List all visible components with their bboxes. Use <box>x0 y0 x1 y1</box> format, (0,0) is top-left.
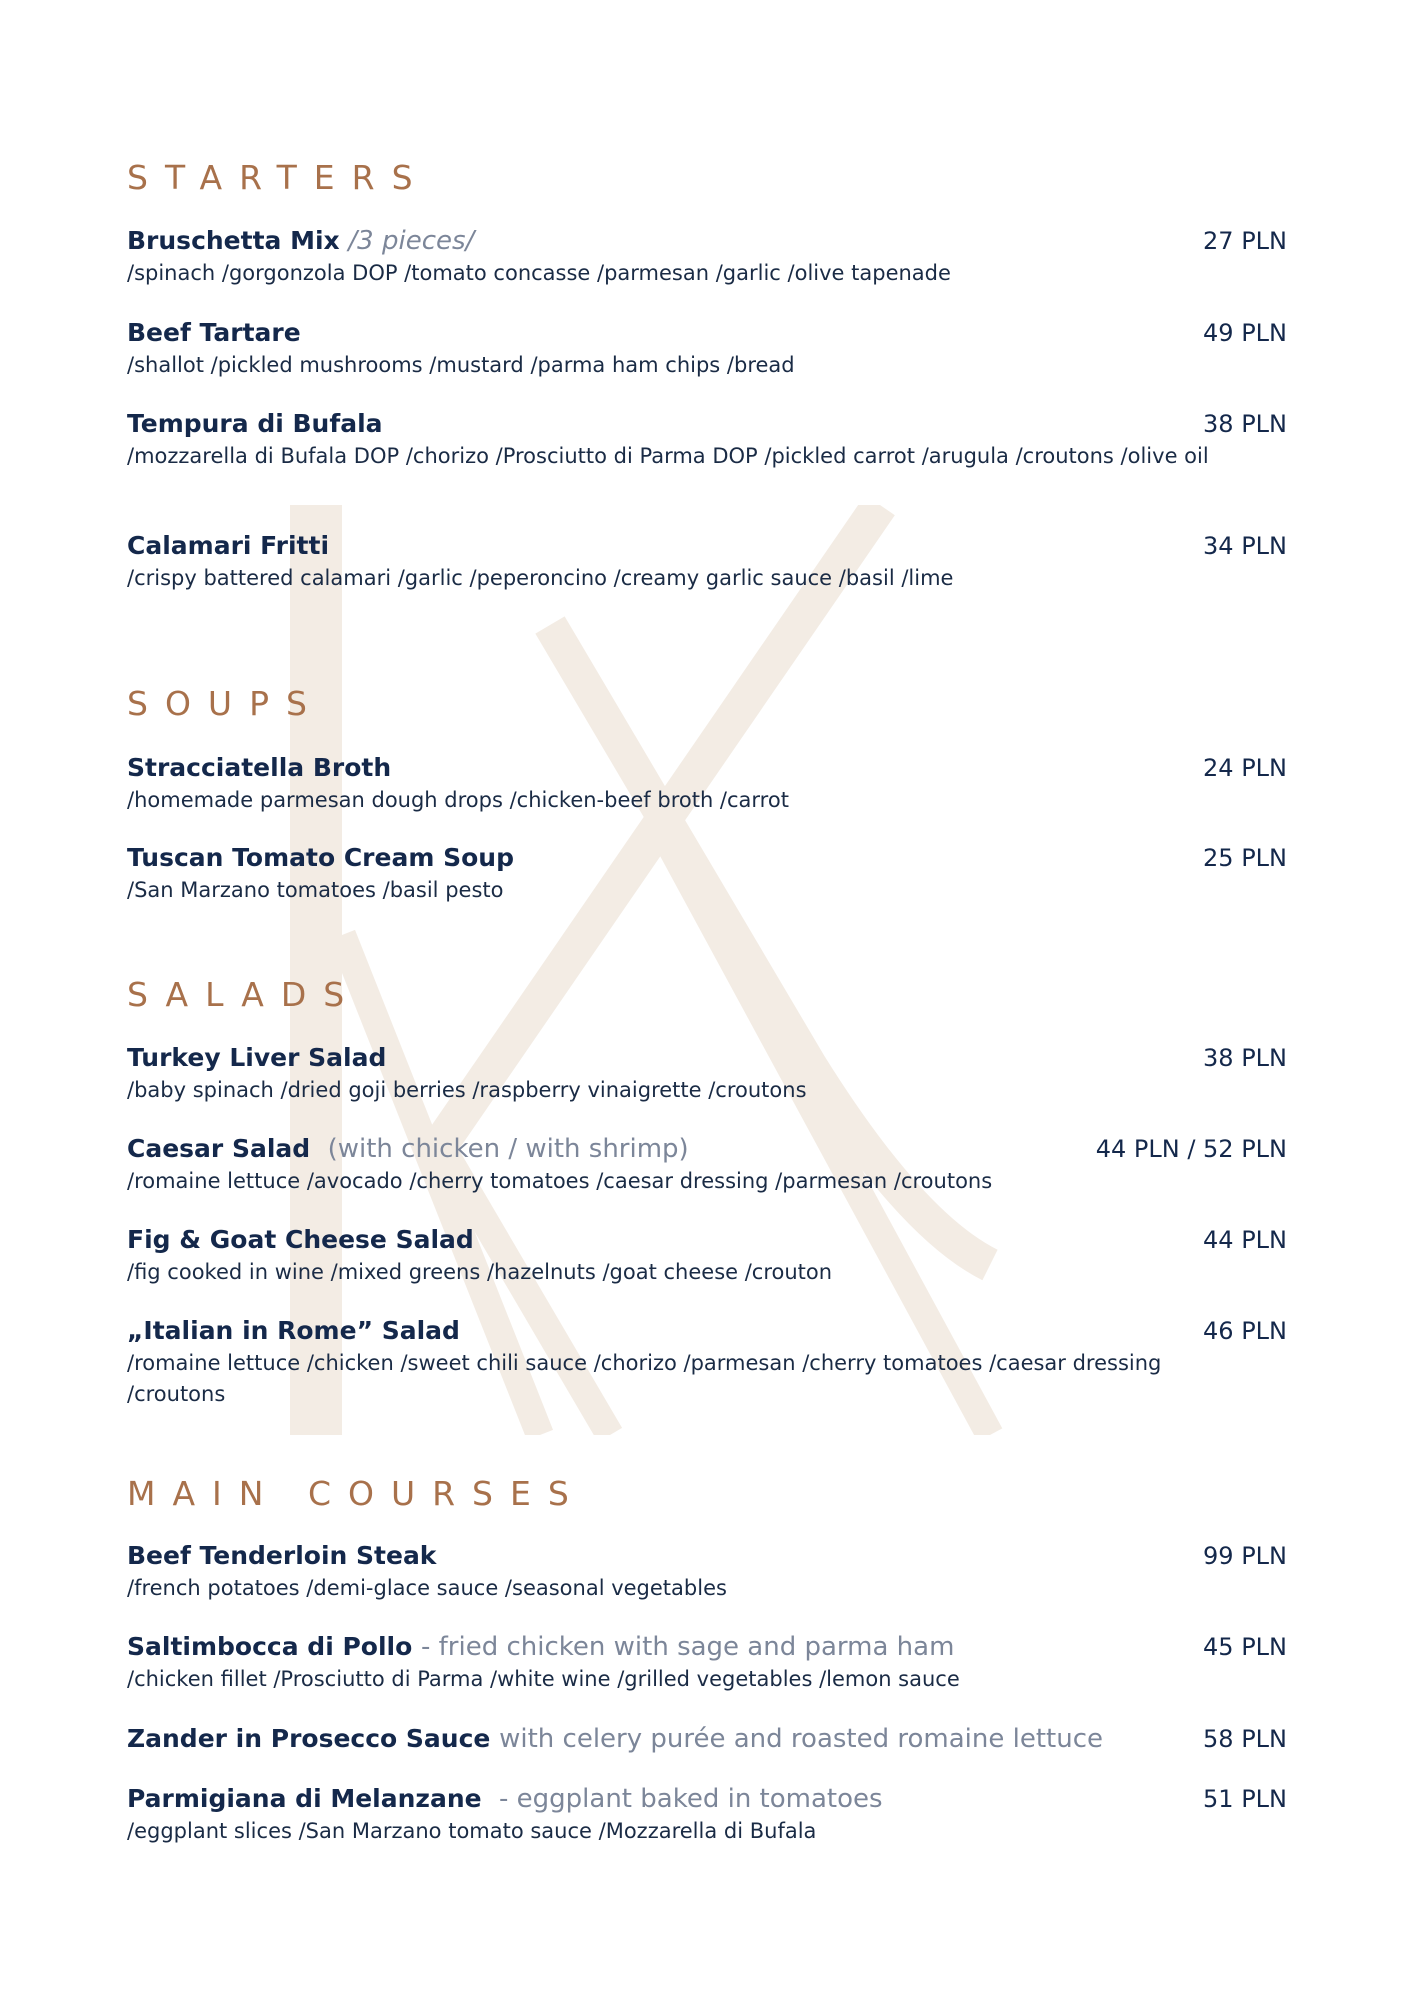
item-subtitle: - eggplant baked in tomatoes <box>499 1784 883 1814</box>
item-name: Zander in Prosecco Sauce <box>127 1724 491 1753</box>
item-price: 34 PLN <box>1203 532 1287 560</box>
item-name: Beef Tenderloin Steak <box>127 1541 437 1570</box>
item-price: 45 PLN <box>1203 1633 1287 1661</box>
section-title-salads: SALADS <box>127 975 362 1014</box>
item-name: Calamari Fritti <box>127 531 330 560</box>
menu-item <box>127 531 1287 594</box>
item-price: 44 PLN / 52 PLN <box>1095 1135 1287 1163</box>
item-name: Caesar Salad <box>127 1134 311 1163</box>
menu-item <box>127 1784 1287 1847</box>
item-name: Beef Tartare <box>127 318 301 347</box>
item-name: Stracciatella Broth <box>127 753 392 782</box>
menu-item <box>127 1225 1287 1288</box>
item-name: Parmigiana di Melanzane <box>127 1784 482 1813</box>
menu-item <box>127 1043 1287 1106</box>
item-description: /baby spinach /dried goji berries /raspberry vinaigrette /croutons <box>127 1078 807 1102</box>
item-name: Turkey Liver Salad <box>127 1043 387 1072</box>
item-name: „Italian in Rome” Salad <box>127 1316 460 1345</box>
item-description: /romaine lettuce /chicken /sweet chili sauce /chorizo /parmesan /cherry tomatoes /caesar dressing /croutons <box>127 1351 1162 1406</box>
item-price: 58 PLN <box>1203 1725 1287 1753</box>
menu-item <box>127 1316 1287 1410</box>
menu-item <box>127 753 1287 816</box>
item-price: 46 PLN <box>1203 1317 1287 1345</box>
item-description: /fig cooked in wine /mixed greens /hazelnuts /goat cheese /crouton <box>127 1260 833 1284</box>
menu-item <box>127 1724 1287 1754</box>
item-description: /shallot /pickled mushrooms /mustard /parma ham chips /bread <box>127 353 795 377</box>
menu-item <box>127 318 1287 381</box>
menu-item <box>127 843 1287 906</box>
menu-item <box>127 226 1287 289</box>
menu-item <box>127 1134 1287 1197</box>
item-name: Bruschetta Mix <box>127 226 340 255</box>
item-price: 51 PLN <box>1203 1785 1287 1813</box>
item-price: 38 PLN <box>1203 410 1287 438</box>
item-description: /french potatoes /demi-glace sauce /seasonal vegetables <box>127 1576 727 1600</box>
item-price: 25 PLN <box>1203 844 1287 872</box>
item-price: 27 PLN <box>1203 227 1287 255</box>
item-price: 38 PLN <box>1203 1044 1287 1072</box>
item-price: 44 PLN <box>1203 1226 1287 1254</box>
item-price: 24 PLN <box>1203 754 1287 782</box>
item-description: /crispy battered calamari /garlic /peperoncino /creamy garlic sauce /basil /lime <box>127 566 954 590</box>
item-subtitle: /3 pieces/ <box>348 226 475 256</box>
item-description: /spinach /gorgonzola DOP /tomato concasse /parmesan /garlic /olive tapenade <box>127 261 951 285</box>
item-name: Saltimbocca di Pollo <box>127 1632 413 1661</box>
item-subtitle: with celery purée and roasted romaine lettuce <box>499 1724 1104 1754</box>
section-title-starters: STARTERS <box>127 158 430 197</box>
logo-watermark-icon <box>290 505 1150 1435</box>
item-description: /homemade parmesan dough drops /chicken-beef broth /carrot <box>127 788 789 812</box>
item-description: /mozzarella di Bufala DOP /chorizo /Prosciutto di Parma DOP /pickled carrot /arugula /croutons /olive oil <box>127 444 1209 468</box>
item-name: Tempura di Bufala <box>127 409 383 438</box>
section-title-soups: SOUPS <box>127 684 324 723</box>
menu-item <box>127 409 1287 472</box>
section-title-main-courses: MAIN COURSES <box>127 1474 586 1513</box>
item-description: /San Marzano tomatoes /basil pesto <box>127 878 504 902</box>
item-name: Fig & Goat Cheese Salad <box>127 1225 474 1254</box>
item-price: 49 PLN <box>1203 319 1287 347</box>
item-subtitle: - fried chicken with sage and parma ham <box>421 1632 955 1662</box>
menu-item <box>127 1632 1287 1695</box>
menu-item <box>127 1541 1287 1604</box>
item-price: 99 PLN <box>1203 1542 1287 1570</box>
item-name: Tuscan Tomato Cream Soup <box>127 843 514 872</box>
item-description: /romaine lettuce /avocado /cherry tomatoes /caesar dressing /parmesan /croutons <box>127 1169 993 1193</box>
item-description: /eggplant slices /San Marzano tomato sauce /Mozzarella di Bufala <box>127 1819 817 1843</box>
item-subtitle: (with chicken / with shrimp) <box>327 1134 689 1164</box>
item-description: /chicken fillet /Prosciutto di Parma /white wine /grilled vegetables /lemon sauce <box>127 1667 960 1691</box>
